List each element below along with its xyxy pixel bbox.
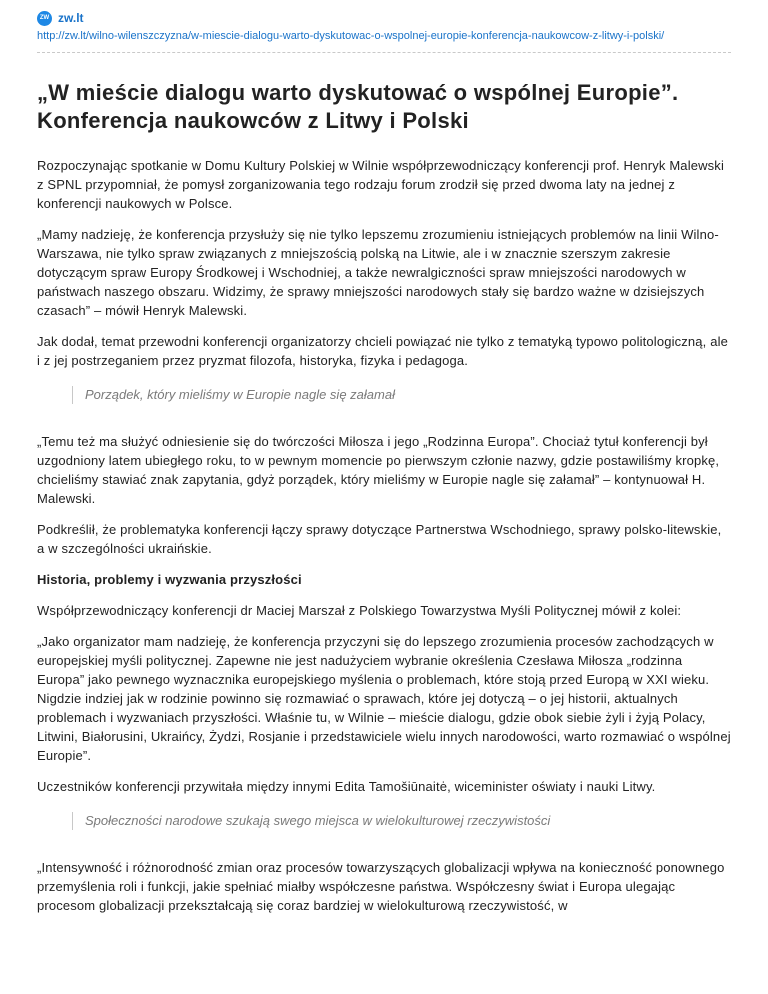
header-divider [37,52,731,53]
paragraph: „Intensywność i różnorodność zmian oraz procesów towarzyszących globalizacji wpływa na konieczność ponownego przemyślenia roli i funkcji, jakie spełniać miałby współczesne państwa. Współczesny świat i Europa ulegając procesom globalizacji przekształcają się coraz bardziej w wielokulturową rzeczywistość, w [37,860,725,913]
article [37,79,731,915]
paragraph: Uczestników konferencji przywitała między innymi Edita Tamošiūnaitė, wiceminister oświaty i nauki Litwy. [37,779,656,794]
article-title: „W mieście dialogu warto dyskutować o wspólnej Europie”. Konferencja naukowców z Litwy i Polski [37,80,679,133]
paragraph: „Mamy nadzieję, że konferencja przysłuży się nie tylko lepszemu zrozumieniu istniejących problemów na linii Wilno-Warszawa, nie tylko spraw związanych z mniejszością polską na Litwie, ale i w znacznie szerszym zakresie dotyczącym spraw Europy Środkowej i Wschodniej, a także newralgiczności spraw mniejszości narodowych w państwach naszego obszaru. Widzimy, że sprawy mniejszości narodowych stały się bardzo ważne w dzisiejszych czasach” – mówił Henryk Malewski. [37,227,719,318]
source-url-link[interactable]: http://zw.lt/wilno-wilenszczyzna/w-miescie-dialogu-warto-dyskutowac-o-wspolnej-europie-konferencja-naukowcow-z-litwy-i-polski/ [37,30,665,42]
paragraph: Rozpoczynając spotkanie w Domu Kultury Polskiej w Wilnie współprzewodniczący konferencji prof. Henryk Malewski z SPNL przypomniał, że pomysł zorganizowania tego rodzaju forum zrodził się przed dwoma laty na jednej z konferencji naukowych w Polsce. [37,158,724,211]
article-body [37,156,731,915]
source-header [37,0,731,53]
section-heading: Historia, problemy i wyzwania przyszłości [37,572,302,587]
pull-quote: Porządek, który mieliśmy w Europie nagle się załamał [72,386,731,404]
pull-quote: Społeczności narodowe szukają swego miejsca w wielokulturowej rzeczywistości [72,812,731,830]
paragraph: „Jako organizator mam nadzieję, że konferencja przyczyni się do lepszego zrozumienia procesów zachodzących w europejskiej myśli politycznej. Zapewne nie jest nadużyciem wybranie określenia Czesława Miłosza „rodzinna Europa” jako pewnego wyznacznika europejskiego myślenia o problemach, które stoją przed Europą w XXI wieku. Nigdzie indziej jak w rodzinie powinno się rozmawiać o sprawach, które jej dotyczą – o jej historii, aktualnych problemach i wyzwaniach przyszłości. Właśnie tu, w Wilnie – mieście dialogu, gdzie obok siebie żyli i żyją Polacy, Litwini, Białorusini, Ukraińcy, Żydzi, Rosjanie i przedstawiciele wielu innych narodowości, warto rozmawiać o wspólnej Europie”. [37,634,731,763]
paragraph: Jak dodał, temat przewodni konferencji organizatorzy chcieli powiązać nie tylko z tematyką typowo politologiczną, ale i z jej postrzeganiem przez pryzmat filozofa, historyka, fizyka i pedagoga. [37,334,729,368]
paragraph: Podkreślił, że problematyka konferencji łączy sprawy dotyczące Partnerstwa Wschodniego, sprawy polsko-litewskie, a w szczególności ukraińskie. [37,522,722,556]
paragraph: Współprzewodniczący konferencji dr Maciej Marszał z Polskiego Towarzystwa Myśli Politycznej mówił z kolei: [37,603,682,618]
site-row [37,10,731,26]
site-name-link[interactable]: zw.lt [58,11,84,25]
site-logo-icon: ZW [37,11,52,26]
paragraph: „Temu też ma służyć odniesienie się do twórczości Miłosza i jego „Rodzinna Europa”. Chociaż tytuł konferencji był uzgodniony latem ubiegłego roku, to w pewnym momencie po pierwszym członie nazwy, gdzie postawiliśmy kropkę, chcieliśmy stawiać znak zapytania, gdyż porządek, który mieliśmy w Europie nagle się załamał” – kontynuował H. Malewski. [37,434,720,506]
